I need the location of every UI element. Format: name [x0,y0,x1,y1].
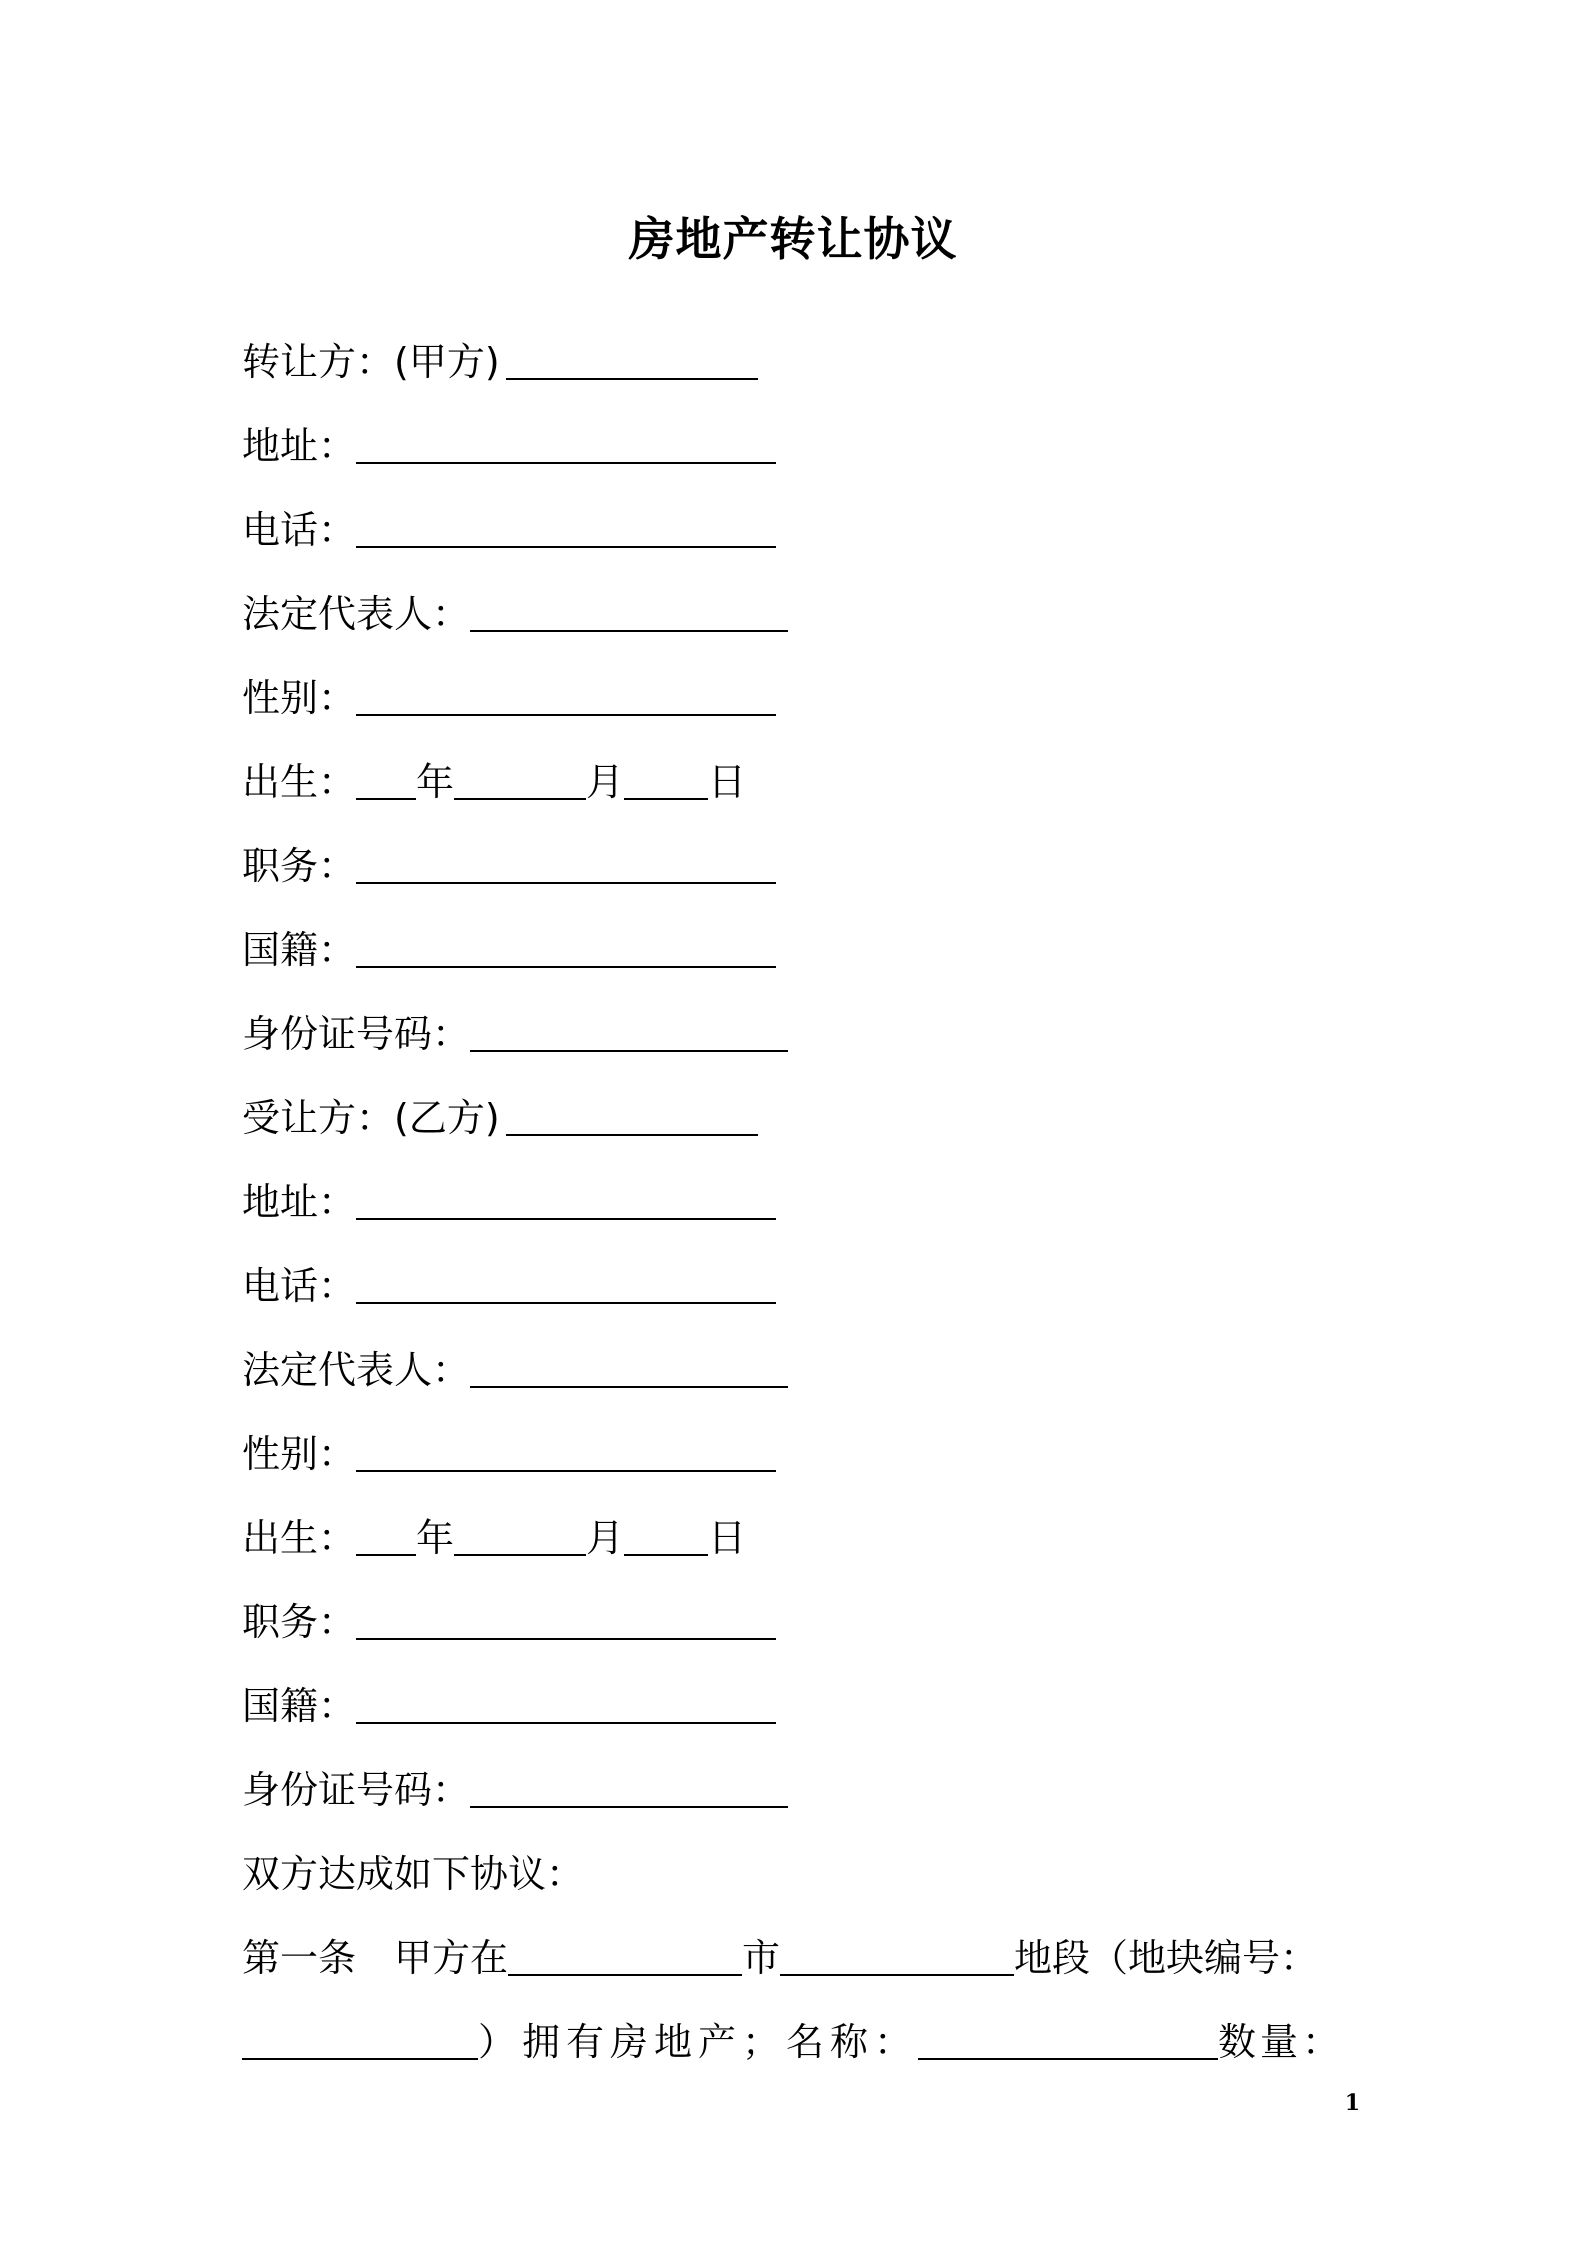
party-b-nationality-label: 国籍： [242,1684,357,1728]
party-b-position-label: 职务： [242,1600,357,1644]
article1-location-field[interactable] [508,1936,742,1976]
party-b-address-row [242,1166,776,1226]
party-b-address-label: 地址： [242,1180,357,1224]
party-b-birth-month-field[interactable] [454,1516,586,1556]
party-a-phone-row [242,494,776,554]
party-a-birth-year-field[interactable] [356,760,416,800]
article1-line1 [242,1922,1318,1982]
document-title: 房地产转让协议 [628,212,958,266]
party-b-day-label: 日 [708,1516,747,1560]
party-a-day-label: 日 [708,760,747,804]
party-b-position-row [242,1586,776,1646]
party-a-heading-row [242,326,758,386]
party-b-phone-row [242,1250,776,1310]
party-a-nationality-row [242,914,776,974]
party-b-gender-row [242,1418,776,1478]
party-b-phone-field[interactable] [356,1264,776,1304]
party-b-birth-row [242,1502,746,1562]
party-a-name-field[interactable] [506,340,758,380]
party-b-birth-day-field[interactable] [624,1516,708,1556]
party-b-heading-row [242,1082,758,1142]
article1-city-field[interactable] [780,1936,1014,1976]
party-a-position-row [242,830,776,890]
party-b-legal-rep-row [242,1334,788,1394]
party-b-id-label: 身份证号码： [242,1768,471,1812]
party-a-gender-row [242,662,776,722]
party-a-birth-row [242,746,746,806]
party-a-gender-label: 性别： [242,676,357,720]
article1-quantity-label: 数量： [1218,2020,1345,2064]
party-a-position-field[interactable] [356,844,776,884]
party-a-address-row [242,410,776,470]
party-b-phone-label: 电话： [242,1264,357,1308]
party-a-birth-day-field[interactable] [624,760,708,800]
party-a-gender-field[interactable] [356,676,776,716]
party-b-legal-rep-field[interactable] [470,1348,788,1388]
party-a-year-label: 年 [416,760,455,804]
party-a-address-label: 地址： [242,424,357,468]
party-a-address-field[interactable] [356,424,776,464]
party-b-id-field[interactable] [470,1768,788,1808]
party-b-month-label: 月 [586,1516,625,1560]
party-a-id-label: 身份证号码： [242,1012,471,1056]
article1-prefix: 第一条 甲方在 [242,1936,509,1980]
party-b-gender-field[interactable] [356,1432,776,1472]
article1-owns-label: ）拥有房地产；名称： [478,2020,919,2064]
party-b-gender-label: 性别： [242,1432,357,1476]
page-number: 1 [1344,2090,1360,2116]
article1-plot-number-field[interactable] [242,2020,478,2060]
party-a-position-label: 职务： [242,844,357,888]
party-b-address-field[interactable] [356,1180,776,1220]
party-b-heading: 受让方：(乙方) [242,1096,500,1140]
party-a-legal-rep-row [242,578,788,638]
party-a-phone-field[interactable] [356,508,776,548]
party-b-nationality-row [242,1670,776,1730]
article1-name-field[interactable] [918,2020,1218,2060]
party-a-id-field[interactable] [470,1012,788,1052]
party-b-id-row [242,1754,788,1814]
party-b-legal-rep-label: 法定代表人： [242,1348,471,1392]
party-a-heading: 转让方：(甲方) [242,340,500,384]
party-b-birth-label: 出生： [242,1516,357,1560]
agreement-intro-row [242,1838,584,1898]
party-a-birth-label: 出生： [242,760,357,804]
party-a-phone-label: 电话： [242,508,357,552]
agreement-intro: 双方达成如下协议： [242,1852,585,1896]
party-a-month-label: 月 [586,760,625,804]
party-a-nationality-field[interactable] [356,928,776,968]
party-b-name-field[interactable] [506,1096,758,1136]
party-a-nationality-label: 国籍： [242,928,357,972]
article1-city-label: 市 [742,1936,781,1980]
party-b-birth-year-field[interactable] [356,1516,416,1556]
article1-line2 [242,2006,1344,2066]
party-a-legal-rep-field[interactable] [470,592,788,632]
party-a-birth-month-field[interactable] [454,760,586,800]
party-b-position-field[interactable] [356,1600,776,1640]
party-b-nationality-field[interactable] [356,1684,776,1724]
party-a-legal-rep-label: 法定代表人： [242,592,471,636]
party-b-year-label: 年 [416,1516,455,1560]
article1-plot-label: 地段（地块编号： [1014,1936,1319,1980]
party-a-id-row [242,998,788,1058]
